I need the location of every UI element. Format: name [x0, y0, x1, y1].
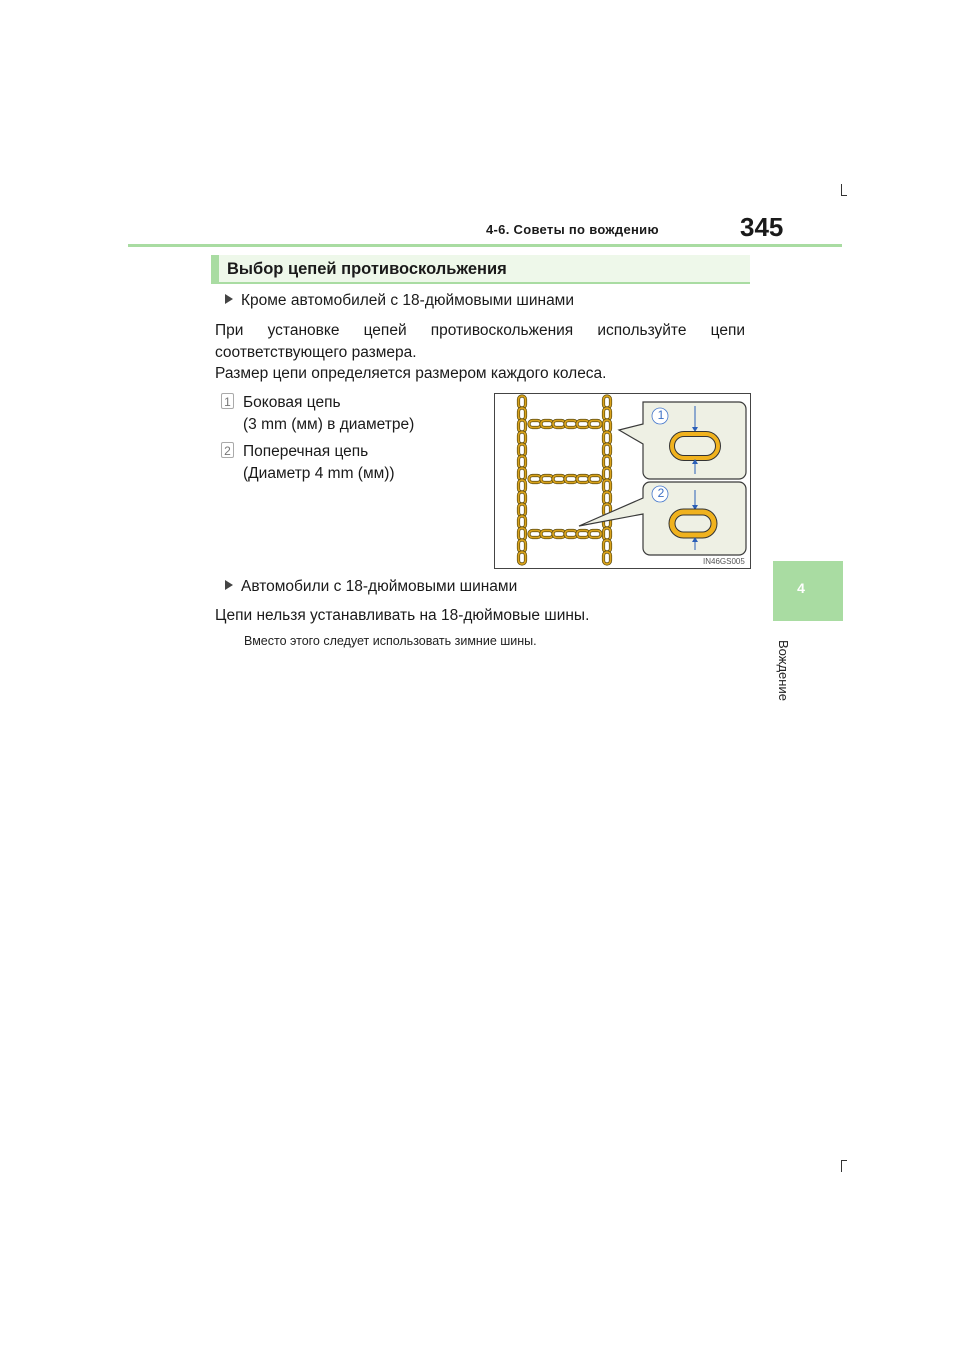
page-number: 345 — [740, 212, 784, 242]
callout-number-2: 2 — [657, 486, 665, 500]
item-number-badge: 1 — [221, 393, 234, 409]
note-text: Вместо этого следует использовать зимние шины. — [244, 634, 537, 648]
paragraph-line: соответствующего размера. — [215, 344, 417, 361]
snow-chain-figure — [494, 393, 751, 569]
item-detail: (3 mm (мм) в диаметре) — [243, 416, 415, 433]
triangle-bullet-icon — [225, 580, 233, 590]
side-chain-right — [604, 396, 611, 564]
section-heading — [211, 255, 750, 284]
header-rule — [128, 244, 842, 247]
item-number-badge: 2 — [221, 442, 234, 458]
paragraph: Цепи нельзя устанавливать на 18-дюймовые шины. — [215, 607, 590, 624]
chapter-number: 4 — [797, 580, 805, 596]
cross-chain-1 — [529, 421, 601, 428]
paragraph-line: При установке цепей противоскольжения используйте цепи — [215, 322, 745, 339]
item-title: Боковая цепь — [243, 394, 341, 411]
cross-chain-3 — [529, 531, 601, 538]
crop-mark-top-h — [841, 195, 847, 196]
triangle-bullet-icon — [225, 294, 233, 304]
item-title: Поперечная цепь — [243, 443, 369, 460]
section-title: Выбор цепей противоскольжения — [227, 260, 507, 278]
crop-mark-bottom-h — [841, 1160, 847, 1161]
snow-chain-illustration — [495, 394, 750, 568]
paragraph: Размер цепи определяется размером каждого колеса. — [215, 365, 607, 382]
side-chain-left — [519, 396, 526, 564]
figure-code: IN46GS005 — [703, 557, 745, 566]
bullet-item — [225, 576, 517, 598]
bullet-item — [225, 290, 574, 312]
item-detail: (Диаметр 4 mm (мм)) — [243, 465, 395, 482]
callout-number-1: 1 — [657, 408, 665, 422]
detail-panel-side-chain — [619, 402, 746, 479]
bullet-text: Автомобили с 18-дюймовыми шинами — [241, 578, 518, 595]
crop-mark-bottom — [841, 1160, 842, 1172]
chapter-label: Вождение — [776, 640, 791, 701]
bullet-text: Кроме автомобилей с 18-дюймовыми шинами — [241, 292, 575, 309]
section-header: 4-6. Советы по вождению — [486, 222, 659, 237]
cross-chain-2 — [529, 476, 601, 483]
